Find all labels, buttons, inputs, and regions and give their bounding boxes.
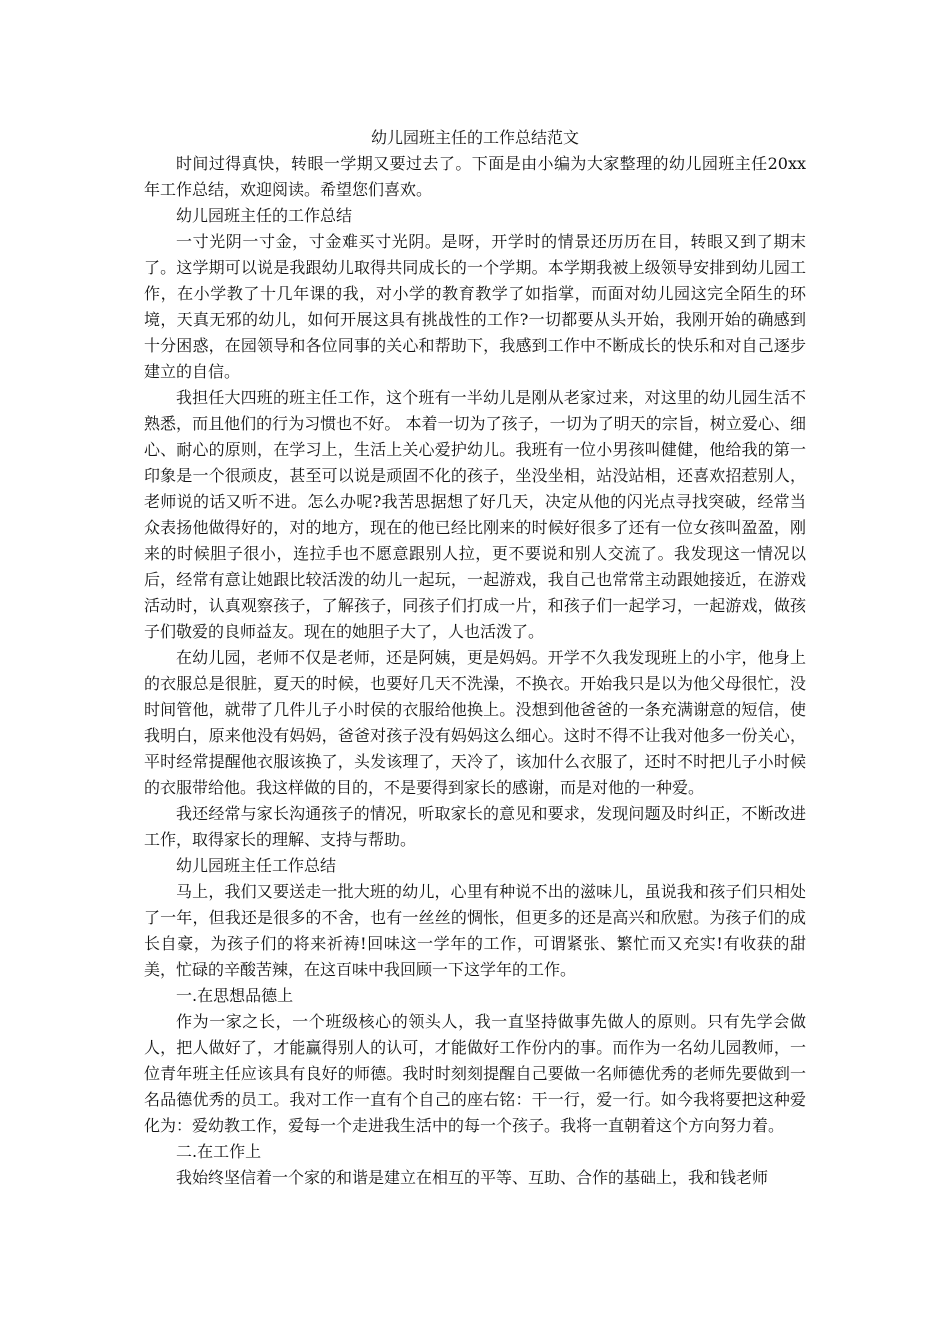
body-paragraph: 作为一家之长，一个班级核心的领头人，我一直坚持做事先做人的原则。只有先学会做人，把人做好了，才能赢得别人的认可，才能做好工作份内的事。而作为一名幼儿园教师，一位青年班主任应该具有良好的师德。我时时刻刻提醒自己要做一名师德优秀的老师先要做到一名品德优秀的员工。我对工作一直有个自己的座右铭：干一行，爱一行。如今我将要把这种爱化为：爱幼教工作，爱每一个走进我生活中的每一个孩子。我将一直朝着这个方向努力着。 <box>144 1012 806 1135</box>
document-body <box>144 125 806 1191</box>
subsection-heading: 二.在工作上 <box>176 1142 262 1161</box>
intro-paragraph: 时间过得真快，转眼一学期又要过去了。下面是由小编为大家整理的幼儿园班主任20xx年工作总结，欢迎阅读。希望您们喜欢。 <box>144 154 806 199</box>
body-paragraph: 马上，我们又要送走一批大班的幼儿，心里有种说不出的滋味儿，虽说我和孩子们只相处了一年，但我还是很多的不舍，也有一丝丝的惆怅，但更多的还是高兴和欣慰。为孩子们的成长自豪，为孩子们的将来祈祷!回味这一学年的工作，可谓紧张、繁忙而又充实!有收获的甜美，忙碌的辛酸苦辣，在这百味中我回顾一下这学年的工作。 <box>144 882 806 979</box>
body-paragraph: 我还经常与家长沟通孩子的情况，听取家长的意见和要求，发现问题及时纠正，不断改进工作，取得家长的理解、支持与帮助。 <box>144 804 806 849</box>
subsection-heading: 一.在思想品德上 <box>176 986 294 1005</box>
body-paragraph: 一寸光阴一寸金，寸金难买寸光阴。是呀，开学时的情景还历历在目，转眼又到了期末了。这学期可以说是我跟幼儿取得共同成长的一个学期。本学期我被上级领导安排到幼儿园工作，在小学教了十几年课的我，对小学的教育教学了如指掌，而面对幼儿园这完全陌生的环境，天真无邪的幼儿，如何开展这具有挑战性的工作?一切都要从头开始，我刚开始的确感到十分困惑，在园领导和各位同事的关心和帮助下，我感到工作中不断成长的快乐和对自己逐步建立的自信。 <box>144 232 806 381</box>
section-heading: 幼儿园班主任工作总结 <box>176 856 337 875</box>
section-heading: 幼儿园班主任的工作总结 <box>176 206 353 225</box>
body-paragraph: 在幼儿园，老师不仅是老师，还是阿姨，更是妈妈。开学不久我发现班上的小宇，他身上的衣服总是很脏，夏天的时候，也要好几天不洗澡，不换衣。开始我只是以为他父母很忙，没时间管他，就带了几件儿子小时侯的衣服给他换上。没想到他爸爸的一条充满谢意的短信，使我明白，原来他没有妈妈，爸爸对孩子没有妈妈这么细心。这时不得不让我对他多一份关心，平时经常提醒他衣服该换了，头发该理了，天冷了，该加什么衣服了，还时不时把儿子小时候的衣服带给他。我这样做的目的，不是要得到家长的感谢，而是对他的一种爱。 <box>144 648 806 797</box>
body-paragraph: 我担任大四班的班主任工作，这个班有一半幼儿是刚从老家过来，对这里的幼儿园生活不熟悉，而且他们的行为习惯也不好。 本着一切为了孩子，一切为了明天的宗旨，树立爱心、细心、耐心的原则，在学习上，生活上关心爱护幼儿。我班有一位小男孩叫健健，他给我的第一印象是一个很顽皮，甚至可以说是顽固不化的孩子，坐没坐相，站没站相，还喜欢招惹别人，老师说的话又听不进。怎么办呢?我苦思据想了好几天，决定从他的闪光点寻找突破，经常当众表扬他做得好的，对的地方，现在的他已经比刚来的时候好很多了还有一位女孩叫盈盈，刚来的时候胆子很小，连拉手也不愿意跟别人拉，更不要说和别人交流了。我发现这一情况以后，经常有意让她跟比较活泼的幼儿一起玩，一起游戏，我自己也常常主动跟她接近，在游戏活动时，认真观察孩子，了解孩子，同孩子们打成一片，和孩子们一起学习，一起游戏，做孩子们敬爱的良师益友。现在的她胆子大了，人也活泼了。 <box>144 388 806 641</box>
body-paragraph: 我始终坚信着一个家的和谐是建立在相互的平等、互助、合作的基础上，我和钱老师 <box>176 1168 769 1187</box>
document-title: 幼儿园班主任的工作总结范文 <box>370 128 579 147</box>
